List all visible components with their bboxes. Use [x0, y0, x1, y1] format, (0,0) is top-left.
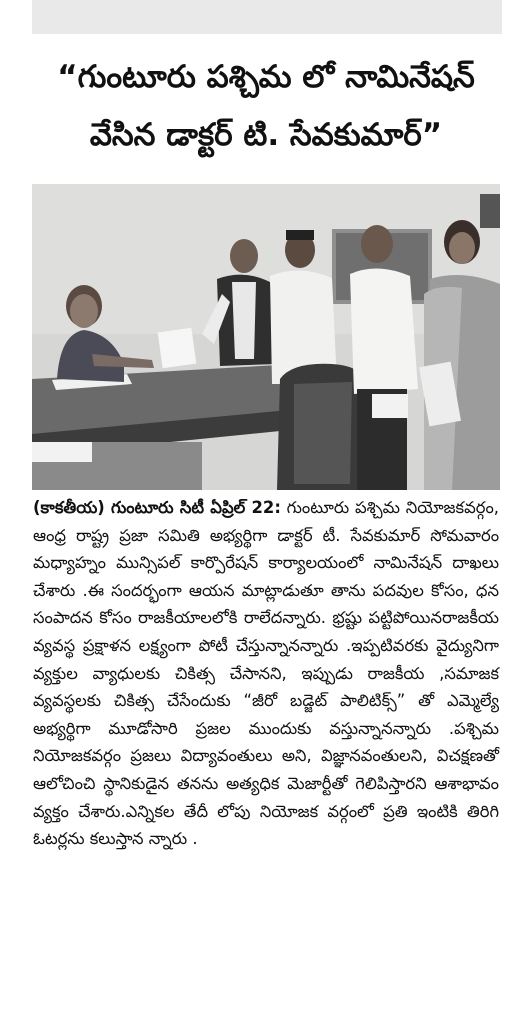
headline-line-2: వేసిన డాక్టర్ టి. సేవకుమార్”: [89, 117, 443, 153]
article-text: గుంటూరు పశ్చిమ నియోజకవర్గం, ఆంధ్ర రాష్ట్ర ప్రజా సమితి అభ్యర్థిగా డాక్టర్ టీ. సేవకుమార్ సోమవారం మధ్యాహ్నం మున్సిపల్ కార్పొరేషన్ కార్యాలయంలో నామినేషన్ దాఖలు చేశారు .ఈ సందర్భంగా ఆయన మాట్లాడుతూ తాను పదవుల కోసం, ధన సంపాదన కోసం రాజకీయాలలోకి రాలేదన్నారు. భ్రష్టు పట్టిపోయినరాజకీయ వ్యవస్థ ప్రక్షాళన లక్ష్యంగా పోటీ చేస్తున్నానన్నారు .ఇప్పటివరకు వైద్యునిగా వ్యక్తుల వ్యాధులకు చికిత్స చేసానని, ఇప్పుడు రాజకీయ ,సమాజక వ్యవస్థలకు చికిత్స చేసేందుకు “జీరో బడ్జెట్ పాలిటిక్స్” తో ఎమ్మెల్యే అభ్యర్థిగా మూడోసారి ప్రజల ముందుకు వస్తున్నానన్నారు .పశ్చిమ నియోజకవర్గం ప్రజలు విద్యావంతులు అని, విజ్ఞానవంతులని, విచక్షణతో ఆలోచించి స్థానికుడైన తనను అత్యధిక మెజార్టీతో గెలిపిస్తారని ఆశాభావం వ్యక్తం చేశారు.ఎన్నికల తేదీ లోపు నియోజక వర్గంలో ప్రతి ఇంటికి తిరిగి ఓటర్లను కలుస్తాన న్నారు .: [33, 498, 499, 849]
news-photo: [32, 184, 500, 490]
dateline: (కాకతీయ) గుంటూరు సిటీ ఏప్రిల్ 22:: [33, 498, 281, 517]
article-body: [33, 494, 499, 853]
previous-clipping-edge: [32, 0, 502, 34]
headline: [20, 48, 512, 164]
headline-line-1: “గుంటూరు పశ్చిమ లో నామినేషన్: [57, 59, 475, 95]
